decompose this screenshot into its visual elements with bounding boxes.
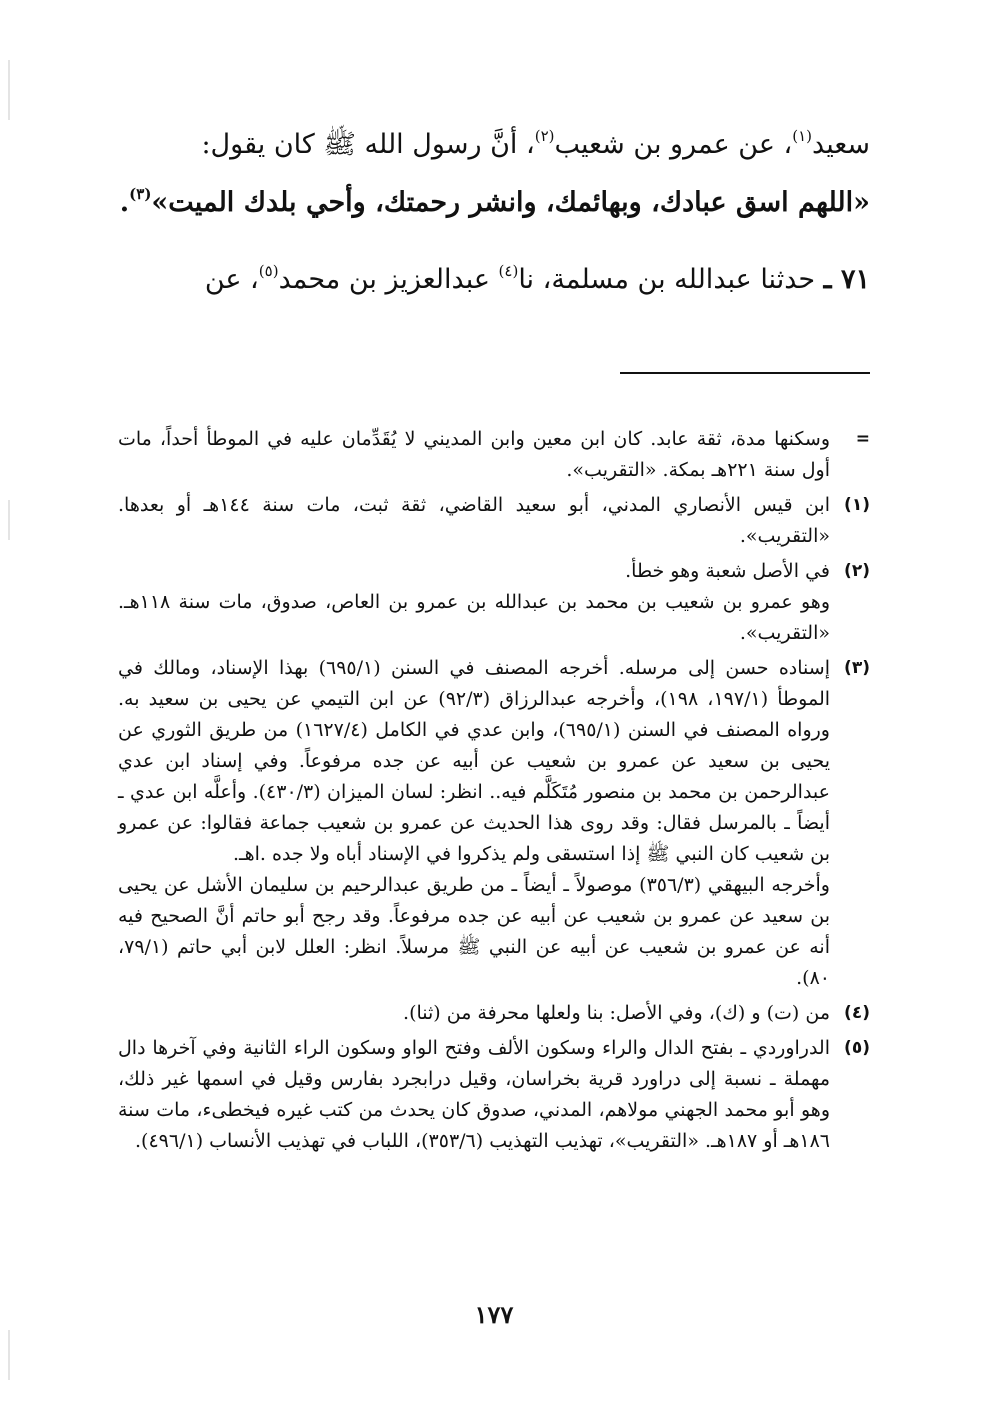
main-text [118, 118, 870, 307]
footnote-text: ابن قيس الأنصاري المدني، أبو سعيد القاضي، ثقة ثبت، مات سنة ١٤٤هـ أو بعدها. «التقريب». [118, 494, 830, 547]
footnote-num: (٢) [844, 561, 870, 581]
text-line-1 [118, 118, 870, 172]
footnote-1 [118, 490, 870, 552]
scan-edge-mark [8, 500, 10, 540]
footnote-num: (٤) [844, 1003, 870, 1023]
footnote-ref-2[interactable]: (٢) [534, 127, 555, 145]
footnote-ref-1[interactable]: (١) [792, 127, 813, 145]
hadith-period: . [119, 187, 130, 218]
footnote-ref-4[interactable]: (٤) [498, 262, 519, 280]
footnote-text: إسناده حسن إلى مرسله. أخرجه المصنف في السنن (٦٩٥/١) بهذا الإسناد، ومالك في الموطأ (١٩٧/١، ١٩٨)، وأخرجه عبدالرزاق (٩٢/٣) عن ابن التيمي عن يحيى بن سعيد به. ورواه المصنف في السنن (٦٩٥/١)، وابن عدي في الكامل (١٦٢٧/٤) من طريق الثوري عن يحيى بن سعيد عن عمرو بن شعيب عن أبيه عن جده مرفوعاً. وفي إسناد ابن عدي عبدالرحمن بن محمد بن منصور مُتَكَلَّم فيه.. انظر: لسان الميزان (٤٣٠/٣). وأعلَّه ابن عدي ـ أيضاً ـ بالمرسل فقال: وقد روى هذا الحديث عن عمرو بن شعيب جماعة فقالوا: عن عمرو بن شعيب كان النبي ﷺ إذا استسقى ولم يذكروا في الإسناد أباه ولا جده .اهـ. [118, 657, 831, 865]
footnote-num: (٣) [844, 658, 870, 678]
page-number: ١٧٧ [474, 1300, 514, 1329]
footnote-text: في الأصل شعبة وهو خطأ. [625, 560, 830, 582]
footnote-continued [118, 424, 870, 486]
footnote-num: (٥) [844, 1038, 870, 1058]
h71-chain-c: ، عن [204, 264, 259, 295]
footnote-text: وهو عمرو بن شعيب بن محمد بن عبدالله بن عمرو بن العاص، صدوق، مات سنة ١١٨هـ. «التقريب». [118, 591, 830, 644]
footnote-ref-5[interactable]: (٥) [258, 262, 279, 280]
hadith-quote: «اللهم اسق عبادك، وبهائمك، وانشر رحمتك، وأحي بلدك الميت» [151, 187, 870, 218]
footnote-text: وأخرجه البيهقي (٣٥٦/٣) موصولاً ـ أيضاً ـ من طريق عبدالرحيم بن سليمان الأشل عن يحيى بن سعيد عن عمرو بن شعيب عن أبيه عن جده مرفوعاً. وقد رجح أبو حاتم أنَّ الصحيح فيه أنه عن عمرو بن شعيب عن أبيه عن النبي ﷺ مرسلاً. انظر: العلل لابن أبي حاتم (٧٩/١، ٨٠). [118, 874, 830, 989]
footnote-4 [118, 998, 870, 1029]
footnote-num: = [855, 429, 870, 449]
footnote-text: وسكنها مدة، ثقة عابد. كان ابن معين وابن المديني لا يُقَدِّمان عليه في الموطأ أحداً، مات أول سنة ٢٢١هـ بمكة. «التقريب». [118, 428, 830, 481]
scan-edge-mark [8, 60, 10, 120]
h71-chain-b: عبدالعزيز بن محمد [278, 264, 499, 295]
scan-edge-mark [8, 1330, 10, 1380]
footnote-2 [118, 556, 870, 649]
footnote-5 [118, 1033, 870, 1157]
prophet-said: ، أنَّ رسول الله ﷺ كان يقول: [201, 129, 535, 160]
footnote-separator [620, 372, 870, 374]
footnote-ref-3[interactable]: (٣) [129, 185, 152, 203]
narrator-said: سعيد [812, 129, 870, 160]
hadith-number: ٧١ ـ [823, 264, 870, 295]
footnote-text: من (ت) و (ك)، وفي الأصل: بنا ولعلها محرفة من (ثنا). [403, 1002, 830, 1024]
footnotes [118, 424, 870, 1161]
hadith-text [118, 180, 870, 226]
narrator-amr: ، عن عمرو بن شعيب [554, 129, 793, 160]
footnote-text: الدراوردي ـ بفتح الدال والراء وسكون الألف وفتح الواو وسكون الراء الثانية وفي آخرها دال مهملة ـ نسبة إلى دراورد قرية بخراسان، وقيل درابجرد بفارس وقيل في اسمها غير ذلك، وهو أبو محمد الجهني مولاهم، المدني، صدوق كان يحدث من كتب غيره فيخطىء، مات سنة ١٨٦هـ أو ١٨٧هـ. «التقريب»، تهذيب التهذيب (٣٥٣/٦)، اللباب في تهذيب الأنساب (٤٩٦/١). [118, 1037, 830, 1152]
h71-chain-a: حدثنا عبدالله بن مسلمة، نا [518, 264, 816, 295]
footnote-3 [118, 653, 870, 994]
footnote-num: (١) [844, 495, 870, 515]
hadith-71 [118, 253, 870, 307]
